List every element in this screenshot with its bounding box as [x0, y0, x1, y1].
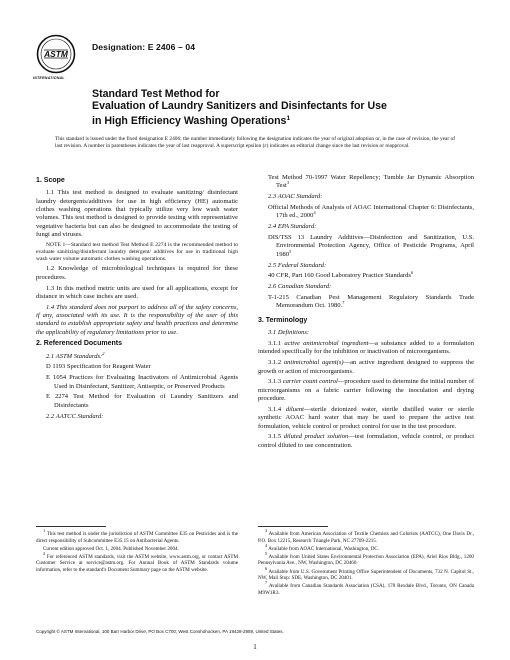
para-3-1: 3.1 Definitions: [268, 329, 310, 337]
ref-aatcc [258, 174, 474, 191]
para-2-1 [36, 350, 238, 361]
ref-aoac-text: Official Methods of Analysis of AOAC International Chapter 6: Disinfectants, 17th ed., 2000 [268, 204, 474, 220]
def-3-1-1: 3.1.1 active antimicrobial ingredient—a substance added to a formulation intended specifically for the inhibition or inactivation of microorganisms. [258, 340, 474, 356]
para-2-1-text: 2.1 ASTM Standards: [46, 352, 103, 360]
ref-canadian [258, 294, 474, 311]
para-1-3: 1.3 In this method metric units are used for all applications, except for distance in which case inches are used. [36, 284, 238, 300]
footnote-marker-7: 7 [342, 300, 345, 306]
footnote-2-text: For referenced ASTM standards, visit the ASTM website, www.astm.org, or contact ASTM Customer Service at service@astm.org. For Annual Book of ASTM Standards volume information, refer to the standard's Document Summary page on the ASTM website. [36, 553, 238, 573]
para-2-4: 2.4 EPA Standard: [268, 223, 317, 231]
logo-caption: INTERNATIONAL [33, 76, 65, 80]
footnote-1b: Current edition approved Oct. 1, 2004. Published November 2004. [43, 545, 179, 552]
footnote-3: $^3$ Available from American Association of Textile Chemists and Colorists (AATCC), One Davis Dr., P.O. Box 12215, Research Triangle Park, NC 27709-2215. [258, 528, 474, 544]
def-3-1-4-text: —sterile deionized water, sterile distilled water or sterile synthetic AOAC hard water that may be used to prepare the active test formulation, vehicle control or product control for use in the test procedure. [258, 405, 474, 430]
footnotes-right [258, 528, 474, 598]
footnote-divider-right [258, 526, 328, 527]
section-2-heading: 2. Referenced Documents [36, 340, 122, 348]
ref-epa-text: DIS/TSS 13 Laundry Additives—Disinfection and Sanitization, U.S. Environmental Protection Agency, Office of Pesticide Programs, April 1980 [268, 234, 474, 258]
title-line-1: Standard Test Method for [92, 88, 220, 100]
footnote-marker-6: 6 [410, 270, 414, 276]
footnote-6: $^6$ Available from U.S. Government Printing Office Superintendent of Documents, 732 N. Capitol St., NW, Mail Stop: SDE, Washington, DC 20401. [258, 565, 474, 582]
footnotes-left [36, 528, 238, 575]
footnote-5-text: Available from United States Environmental Protection Association (EPA), Ariel Rios Bldg., 1200 Pennsylvania Ave., NW, Washington, DC 20460. [258, 553, 474, 567]
footnote-5: $^5$ Available from United States Environmental Protection Association (EPA), Ariel Rios Bldg., 1200 Pennsylvania Ave., NW, Washington, DC 20460. [258, 550, 474, 567]
para-1-1: 1.1 This test method is designed to evaluate sanitizing/ disinfectant laundry detergents/additives for use in high efficiency (HE) automatic clothes washing operations that typically utilize very low wash water volumes. This test method is designed to provide testing with representative vegetative bacteria but can also be designed to accommodate the testing of fungi and viruses. [36, 189, 238, 239]
term-diluted-product: diluted product solution [283, 433, 349, 441]
footnote-1: $^1$ This test method is under the jurisdiction of ASTM Committee E35 on Pesticides and is the direct responsibility of Subcommittee E35.15 on Antibacterial Agents. [36, 528, 238, 544]
footnote-1-text: This test method is under the jurisdiction of ASTM Committee E35 on Pesticides and is the direct responsibility of Subcommittee E35.15 on Antibacterial Agents. [36, 531, 238, 544]
para-2-3: 2.3 AOAC Standard: [268, 193, 323, 201]
ref-canadian-text: T-1-215 Canadian Pest Management Regulatory Standards Trade Memorandum Oct. 1980. [268, 294, 474, 310]
term-active-antimicrobial: active antimicrobial ingredient [284, 340, 369, 347]
note-1: NOTE 1—Standard test method Test Method E 2274 is the recommended method to evaluate sanitizing/disinfectant laundry detergent/ additives for use in traditional high wash water volume automatic clothes washing operations. [36, 241, 238, 262]
footnote-marker-4: 4 [313, 210, 316, 216]
def-3-1-2: 3.1.2 antimicrobial agent(s)—an active ingredient designed to suppress the growth or action of microorganisms. [258, 359, 474, 375]
footnote-marker-2: 2 [102, 350, 105, 356]
term-antimicrobial-agent: antimicrobial agent(s) [283, 359, 344, 367]
section-1-heading: 1. Scope [36, 177, 65, 184]
footnote-divider-left [36, 526, 106, 527]
right-column [258, 174, 474, 453]
title-line-3-text: in High Efficiency Washing Operations [92, 114, 287, 127]
def-3-1-5: 3.1.5 diluted product solution—test formulation, vehicle control, or product control diluted to use concentration. [258, 433, 475, 449]
footnote-7: $^7$ Available from Canadian Standards Association (CSA), 178 Rexdale Blvd., Toronto, ON Canada M9W1R3. [258, 580, 474, 596]
ref-cfr-text: 40 CFR, Part 160 Good Laboratory Practice Standards [268, 272, 411, 280]
para-2-2: 2.2 AATCC Standard: [46, 412, 104, 420]
def-3-1-3-text: —procedure used to determine the initial number of microorganisms on a fabric carrier following the inoculation and drying procedure. [258, 378, 474, 403]
ref-aatcc-text: Test Method 70-1997 Water Repellency; Tumble Jar Dynamic Absorption Test [268, 174, 474, 190]
document-title [92, 88, 472, 127]
ref-aoac [258, 204, 474, 221]
copyright-line: Copyright © ASTM International, 100 Barr Harbor Drive, PO Box C700, West Conshohocken, PA 19428-2959, United States. [36, 629, 284, 634]
ref-cfr [258, 272, 474, 280]
footnote-3-text: Available from American Association of Textile Chemists and Colorists (AATCC), One Davis Dr., P.O. Box 12215, Research Triangle Park, NC 27709-2215. [258, 531, 474, 544]
footnote-6-text: Available from U.S. Government Printing Office Superintendent of Documents, 732 N. Capitol St., NW, Mail Stop: SDE, Washington, DC 20401. [258, 568, 474, 582]
title-line-3 [92, 113, 472, 127]
ref-epa [258, 234, 474, 259]
footnote-2: $^2$ For referenced ASTM standards, visit the ASTM website, www.astm.org, or contact ASTM Customer Service at service@astm.org. For Annual Book of ASTM Standards volume information, refer to the standard's Document Summary page on the ASTM website. [36, 550, 238, 573]
footnote-marker-3: 3 [286, 180, 290, 186]
para-2-5: 2.5 Federal Standard: [268, 261, 327, 269]
astm-logo-icon [36, 34, 76, 74]
footnote-4: $^4$ Available from AOAC International, Washington, DC. [265, 542, 380, 552]
ref-d1193: D 1193 Specification for Reagent Water [46, 363, 151, 371]
page-number: 1 [253, 643, 257, 651]
def-3-1-4: 3.1.4 diluent—sterile deionized water, sterile distilled water or sterile synthetic AOAC hard water that may be used to prepare the active test formulation, vehicle control or product control for use in the test procedure. [258, 405, 474, 430]
ref-e2274: E 2274 Test Method for Evaluation of Laundry Sanitizers and Disinfectants [46, 393, 238, 409]
footnote-4-text: Available from AOAC International, Washington, DC. [268, 545, 380, 552]
left-column [36, 174, 238, 423]
title-line-2: Evaluation of Laundry Sanitizers and Disinfectants for Use [92, 100, 387, 113]
footnote-7-text: Available from Canadian Standards Association (CSA), 178 Rexdale Blvd., Toronto, ON Canada M9W1R3. [258, 583, 474, 596]
term-carrier-count: carrier count control [282, 378, 338, 386]
section-3-heading: 3. Terminology [258, 316, 308, 324]
def-3-1-3: 3.1.3 carrier count control—procedure used to determine the initial number of microorganisms on a fabric carrier following the inoculation and drying procedure. [258, 378, 474, 403]
def-3-1-2-text: —an active ingredient designed to suppress the growth or action of microorganisms. [258, 359, 474, 375]
designation: Designation: E 2406 – 04 [92, 42, 196, 52]
footnote-marker-5: 5 [289, 248, 292, 254]
def-3-1-1-text: —a substance added to a formulation intended specifically for the inhibition or inactivation of microorganisms. [258, 340, 474, 356]
svg-text:ASTM: ASTM [44, 48, 68, 59]
term-diluent: diluent [285, 405, 304, 413]
para-2-6: 2.6 Canadian Standard: [268, 283, 332, 291]
title-footnote-marker: 1 [286, 114, 291, 122]
para-1-2: 1.2 Knowledge of microbiological techniques is required for these procedures. [36, 265, 238, 281]
para-1-4: 1.4 This standard does not purport to address all of the safety concerns, if any, associated with its use. It is the responsibility of the user of this standard to establish appropriate safety and health practices and determine the applicability of regulatory limitations prior to use. [36, 303, 238, 336]
def-3-1-5-text: —test formulation, vehicle control, or product control diluted to use concentration. [258, 433, 475, 449]
standard-notice: This standard is issued under the fixed designation E 2406; the number immediately following the designation indicates the year of original adoption or, in the case of revision, the year of last revision. A number in parentheses indicates the year of last reapproval. A superscript epsilon (ε) indicates an editorial change since the last revision or reapproval. [55, 136, 455, 149]
ref-e1054: E 1054 Practices for Evaluating Inactivators of Antimicrobial Agents Used in Disinfectant, Sanitizer, Antiseptic, or Preserved Products [46, 374, 238, 390]
